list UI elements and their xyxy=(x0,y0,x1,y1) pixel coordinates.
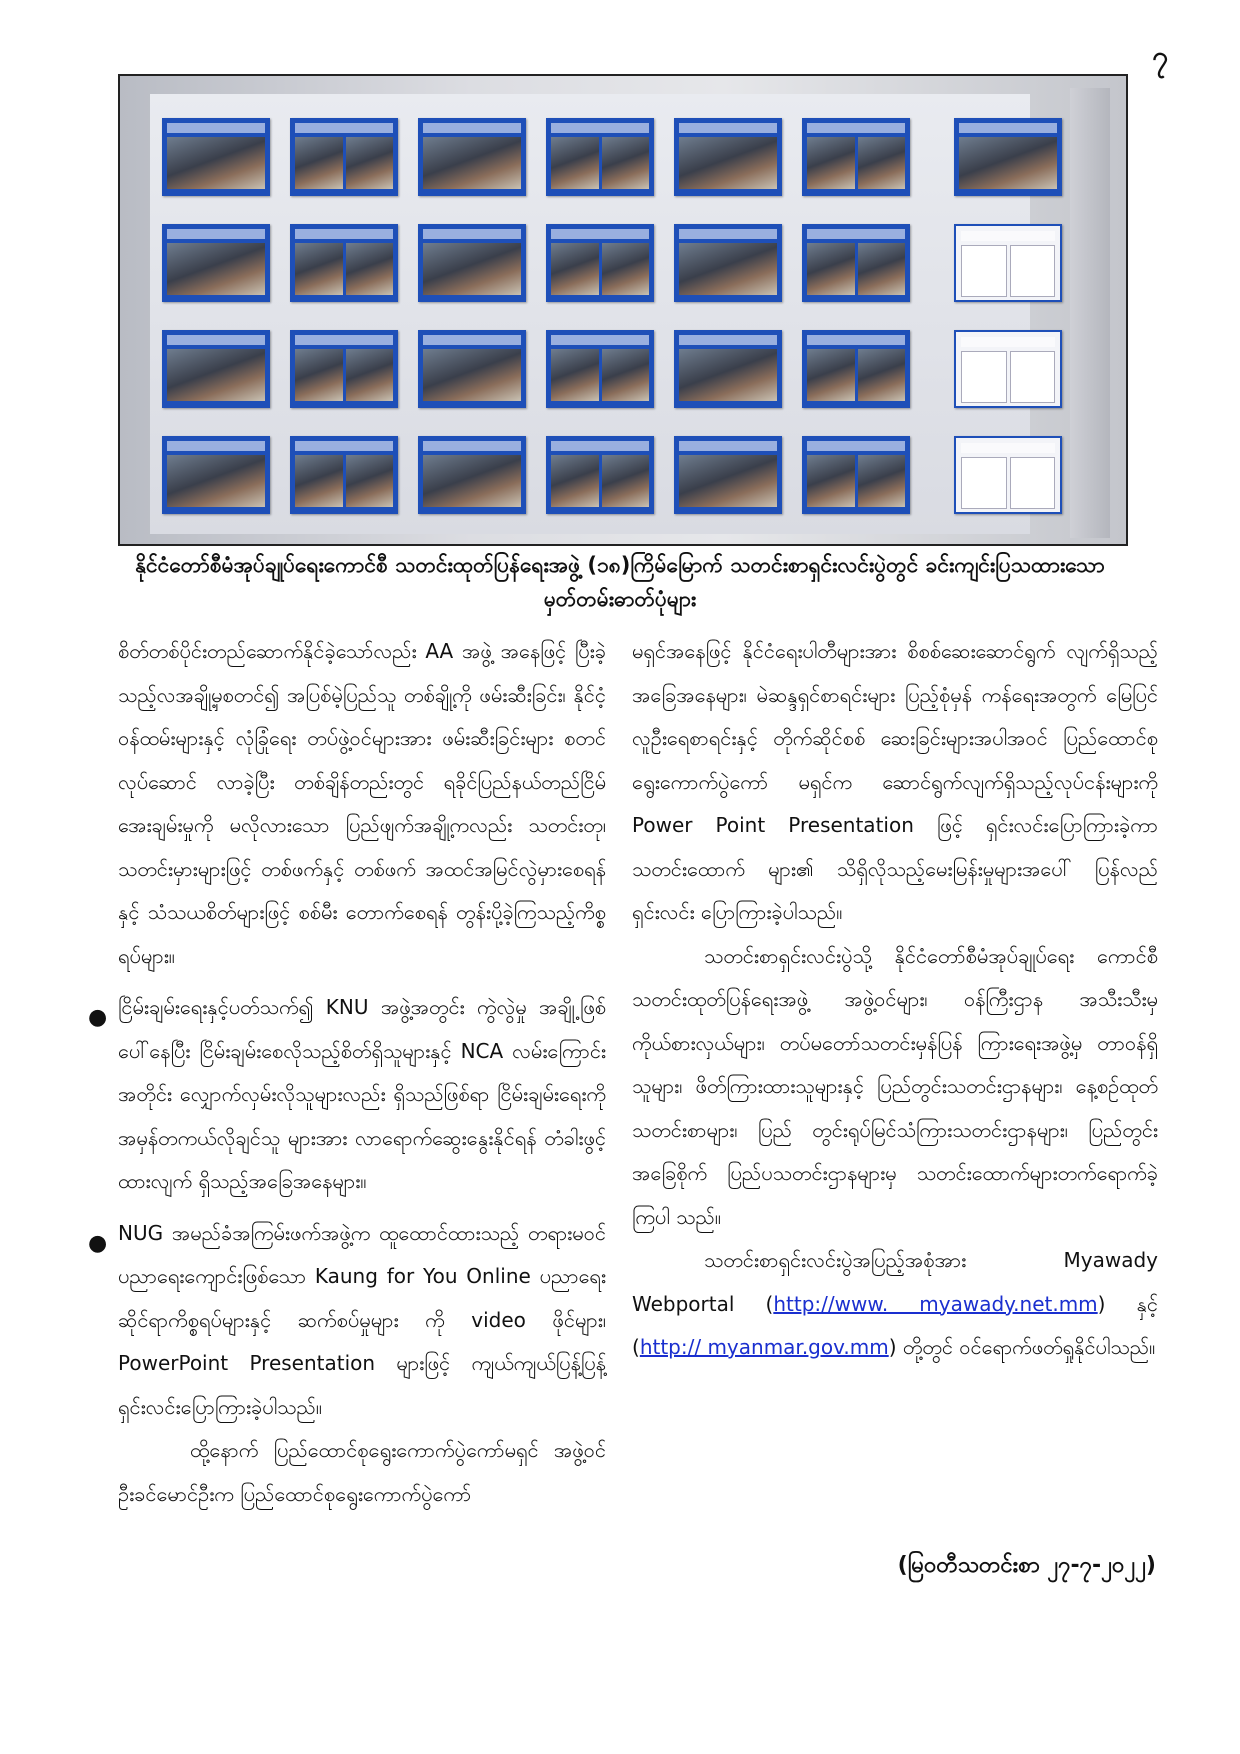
bullet-icon: ● xyxy=(88,1230,108,1256)
photo-poster xyxy=(802,224,910,302)
right-paragraph-1: မရှင်အနေဖြင့် နိုင်ငံရေးပါတီများအား စိစစ်ဆေးဆောင်ရွက် လျက်ရှိသည့်အခြေအနေများ၊ မဲဆန္ဒရှင်စာရင်းများ ပြည့်စုံမှန် ကန်ရေးအတွက် မြေပြင်လူဦးရေစာရင်းနှင့် တိုက်ဆိုင်စစ် ဆေးခြင်းများအပါအဝင် ပြည်ထောင်စုရွေးကောက်ပွဲကော် မရှင်က ဆောင်ရွက်လျက်ရှိသည့်လုပ်ငန်းများကို Power Point Presentation ဖြင့် ရှင်းလင်းပြောကြားခဲ့ကာ သတင်းထောက် များ၏ သိရှိလိုသည့်မေးမြန်းမှုများအပေါ် ပြန်လည်ရှင်းလင်း ပြောကြားခဲ့ပါသည်။ xyxy=(632,639,1158,924)
photo-poster xyxy=(954,330,1062,408)
photo-poster xyxy=(418,436,526,514)
photo-poster xyxy=(162,118,270,196)
bullet-icon: ● xyxy=(88,1005,108,1030)
bullet-item-2 xyxy=(88,1212,606,1430)
photo-poster xyxy=(674,118,782,196)
photo-poster xyxy=(546,118,654,196)
exhibition-photo xyxy=(118,74,1128,546)
bullet-text-1: ငြိမ်းချမ်းရေးနှင့်ပတ်သက်၍ KNU အဖွဲ့အတွင်း ကွဲလွဲမှု အချို့ဖြစ်ပေါ်နေပြီး ငြိမ်းချမ်းစေလိုသည့်စိတ်ရှိသူများနှင့် NCA လမ်းကြောင်းအတိုင်း လျှောက်လှမ်းလိုသူများလည်း ရှိသည်ဖြစ်ရာ ငြိမ်းချမ်းရေးကို အမှန်တကယ်လိုချင်သူ များအား လာရောက်ဆွေးနွေးနိုင်ရန် တံခါးဖွင့်ထားလျက် ရှိသည့်အခြေအနေများ။ xyxy=(118,995,606,1193)
source-citation: (မြဝတီသတင်းစာ ၂၇-၇-၂၀၂၂) xyxy=(897,1553,1156,1578)
photo-poster xyxy=(674,436,782,514)
page-number: ၇ xyxy=(1152,40,1168,73)
photo-poster xyxy=(954,224,1062,302)
photo-poster xyxy=(162,330,270,408)
photo-poster xyxy=(802,330,910,408)
photo-poster xyxy=(954,436,1062,514)
right-column xyxy=(632,630,1158,1370)
left-paragraph-2: ထို့နောက် ပြည်ထောင်စုရွေးကောက်ပွဲကော်မရှင် အဖွဲ့ဝင် ဦးခင်မောင်ဦးက ပြည်ထောင်စုရွေးကောက်ပွဲကော် xyxy=(118,1438,606,1506)
paragraph-3-text-c: ) တို့တွင် ဝင်ရောက်ဖတ်ရှုနိုင်ပါသည်။ xyxy=(888,1335,1156,1359)
photo-poster xyxy=(674,330,782,408)
photo-poster xyxy=(290,330,398,408)
paragraph-3-text-a: သတင်းစာရှင်းလင်းပွဲအပြည့်အစုံအား Myawady Webportal ( xyxy=(632,1248,1158,1316)
right-paragraph-3 xyxy=(632,1239,1158,1370)
photo-poster xyxy=(802,436,910,514)
photo-caption xyxy=(90,548,1150,616)
bullet-text-2: NUG အမည်ခံအကြမ်းဖက်အဖွဲ့က ထူထောင်ထားသည့် တရားမဝင်ပညာရေးကျောင်းဖြစ်သော Kaung for You Online ပညာရေးဆိုင်ရာကိစ္စရပ်များနှင့် ဆက်စပ်မှုများ ကို video ဖိုင်များ၊ PowerPoint Presentation များဖြင့် ကျယ်ကျယ်ပြန့်ပြန့်ရှင်းလင်းပြောကြားခဲ့ပါသည်။ xyxy=(118,1220,606,1419)
photo-poster xyxy=(290,436,398,514)
side-panel xyxy=(1070,88,1110,538)
photo-poster xyxy=(162,436,270,514)
photo-poster xyxy=(418,224,526,302)
photo-poster xyxy=(162,224,270,302)
caption-line-1: နိုင်ငံတော်စီမံအုပ်ချုပ်ရေးကောင်စီ သတင်းထုတ်ပြန်ရေးအဖွဲ့ (၁၈)ကြိမ်မြောက် သတင်းစာရှင်းလင်းပွဲတွင် ခင်းကျင်းပြသထားသော xyxy=(135,553,1105,577)
photo-poster xyxy=(290,224,398,302)
right-paragraph-2: သတင်းစာရှင်းလင်းပွဲသို့ နိုင်ငံတော်စီမံအုပ်ချုပ်ရေး ကောင်စီ သတင်းထုတ်ပြန်ရေးအဖွဲ့ အဖွဲ့ဝင်များ၊ ဝန်ကြီးဌာန အသီးသီးမှ ကိုယ်စားလှယ်များ၊ တပ်မတော်သတင်းမှန်ပြန် ကြားရေးအဖွဲ့မှ တာဝန်ရှိသူများ၊ ဖိတ်ကြားထားသူများနှင့် ပြည်တွင်းသတင်းဌာနများ၊ နေ့စဉ်ထုတ်သတင်းစာများ၊ ပြည် တွင်းရုပ်မြင်သံကြားသတင်းဌာနများ၊ ပြည်တွင်းအခြေစိုက် ပြည်ပသတင်းဌာနများမှ သတင်းထောက်များတက်ရောက်ခဲ့ ကြပါ သည်။ xyxy=(632,943,1158,1229)
photo-poster xyxy=(418,330,526,408)
photo-poster xyxy=(674,224,782,302)
left-column xyxy=(88,630,606,1516)
paragraph-3-text-b: ) နှင့် ( xyxy=(632,1291,1159,1359)
bullet-item-1 xyxy=(88,986,606,1204)
photo-poster xyxy=(546,436,654,514)
photo-poster xyxy=(418,118,526,196)
photo-poster xyxy=(954,118,1062,196)
photo-poster xyxy=(546,330,654,408)
photo-poster xyxy=(802,118,910,196)
caption-line-2: မှတ်တမ်းဓာတ်ပုံများ xyxy=(543,587,697,611)
myanmar-gov-link[interactable]: http:// myanmar.gov.mm xyxy=(639,1335,889,1359)
left-paragraph-1: စိတ်တစ်ပိုင်းတည်ဆောက်နိုင်ခဲ့သော်လည်း AA အဖွဲ့ အနေဖြင့် ပြီးခဲ့သည့်လအချို့မှစတင်၍ အပြစ်မဲ့ပြည်သူ တစ်ချို့ကို ဖမ်းဆီးခြင်း၊ နိုင်ငံ့ဝန်ထမ်းများနှင့် လုံခြုံရေး တပ်ဖွဲ့ဝင်များအား ဖမ်းဆီးခြင်းများ စတင်လုပ်ဆောင် လာခဲ့ပြီး တစ်ချိန်တည်းတွင် ရခိုင်ပြည်နယ်တည်ငြိမ် အေးချမ်းမှုကို မလိုလားသော ပြည်ဖျက်အချို့ကလည်း သတင်းတု၊ သတင်းမှားများဖြင့် တစ်ဖက်နှင့် တစ်ဖက် အထင်အမြင်လွဲမှားစေရန်နှင့် သံသယစိတ်များဖြင့် စစ်မီး တောက်စေရန် တွန်းပို့ခဲ့ကြသည့်ကိစ္စရပ်များ။ xyxy=(118,639,606,968)
photo-poster xyxy=(546,224,654,302)
myawady-link[interactable]: http://www. myawady.net.mm xyxy=(773,1291,1098,1316)
photo-poster xyxy=(290,118,398,196)
